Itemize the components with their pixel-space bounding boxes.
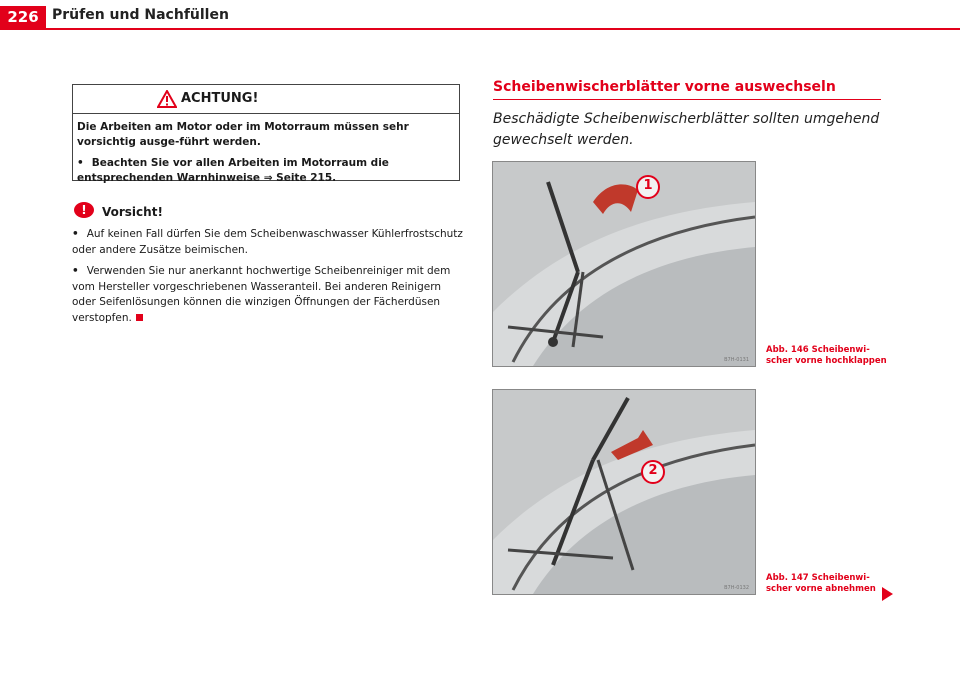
end-of-section-icon — [136, 314, 143, 321]
caution-item: • Verwenden Sie nur anerkannt hochwertige Scheibenreiniger mit dem vom Hersteller vorgeschriebenen Wasseranteil. Bei anderen Reinigern oder Seifenlösungen können die winzigen Öffnungen der Fächerdüsen verstopfen. — [72, 265, 451, 324]
warning-paragraph: • Beachten Sie vor allen Arbeiten im Motorraum die entsprechenden Warnhinweise ⇒ Seite 215. — [77, 157, 389, 184]
figure-wiper-fold-up — [492, 161, 756, 367]
bullet-icon: • — [72, 265, 79, 277]
caution-header — [72, 200, 464, 222]
wiper-illustration-2 — [493, 390, 755, 594]
caution-item: • Auf keinen Fall dürfen Sie dem Scheibenwaschwasser Kühlerfrostschutz oder andere Zusätze beimischen. — [72, 228, 463, 256]
running-title: Prüfen und Nachfüllen — [52, 7, 229, 23]
warning-header — [73, 85, 459, 114]
page-header — [0, 0, 960, 30]
figure-code: B7H-0131 — [724, 357, 749, 363]
caution-title: Vorsicht! — [102, 205, 163, 219]
figure-caption: Abb. 146 Scheibenwi- scher vorne hochklappen — [766, 345, 887, 366]
warning-paragraph: Die Arbeiten am Motor oder im Motorraum müssen sehr vorsichtig ausge-führt werden. — [77, 121, 409, 148]
warning-body — [73, 114, 459, 186]
bullet-icon: • — [77, 157, 84, 169]
warning-title: ACHTUNG! — [181, 91, 259, 106]
header-rule — [0, 28, 960, 30]
caution-block — [72, 200, 464, 332]
figure-caption: Abb. 147 Scheibenwi- scher vorne abnehmen — [766, 573, 876, 594]
warning-triangle-icon — [157, 90, 177, 108]
warning-box — [72, 84, 460, 184]
figure-code: B7H-0132 — [724, 585, 749, 591]
section-intro: Beschädigte Scheibenwischerblätter sollten umgehend gewechselt werden. — [493, 111, 880, 148]
next-page-arrow-icon — [882, 587, 893, 601]
page-number: 226 — [0, 6, 46, 28]
bullet-icon: • — [72, 228, 79, 240]
exclamation-icon: ! — [74, 202, 94, 218]
wiper-illustration-1 — [493, 162, 755, 366]
figure-number-label: 2 — [648, 463, 658, 478]
figure-wiper-remove — [492, 389, 756, 595]
section-title: Scheibenwischerblätter vorne auswechseln — [493, 79, 881, 100]
figure-number-label: 1 — [643, 178, 653, 193]
